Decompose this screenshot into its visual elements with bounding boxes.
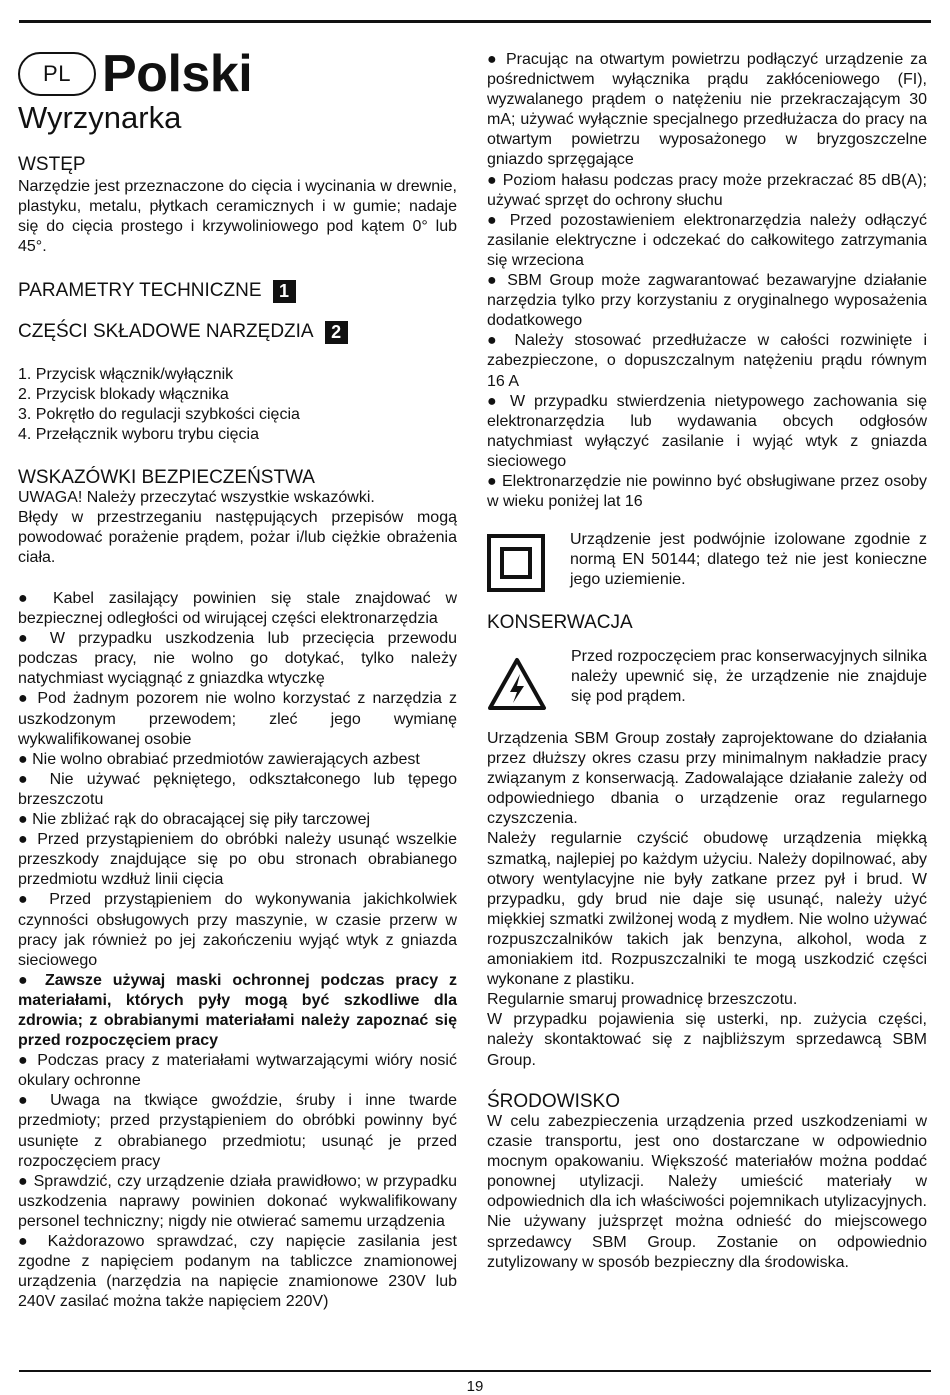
bullet-icon: ● [18,971,35,989]
intro-heading: WSTĘP [18,154,86,175]
figure-2-badge: 2 [325,321,348,344]
parts-label: CZĘŚCI SKŁADOWE NARZĘDZIA [18,321,314,342]
safety-bullet: ● SBM Group może zagwarantować bezawaryjne działanie narzędzia tylko przy korzystaniu z oryginalnego wyposażenia dodatkowego [487,272,927,330]
page-number: 19 [466,1378,484,1395]
environment-heading: ŚRODOWISKO [487,1091,621,1112]
double-insulation-text: Urządzenie jest podwójnie izolowane zgodnie z normą EN 50144; dlatego też nie jest konieczne jego uziemienie. [570,531,927,589]
maintenance-paragraph: W przypadku pojawienia się usterki, np. zużycia części, należy skontaktować się z najbliższym sprzedawcą SBM Group. [487,1011,927,1069]
document-title: Wyrzynarka [18,100,182,135]
safety-bullet: ● Nie wolno obrabiać przedmiotów zawierających azbest [18,750,420,768]
tech-params-label: PARAMETRY TECHNICZNE [18,280,262,301]
safety-bullet: ● Przed pozostawieniem elektronarzędzia należy odłączyć zasilanie elektryczne i odczekać do całkowitego zatrzymania się wrzeciona [487,211,928,269]
bullet-icon: ● [487,472,498,490]
bullet-icon: ● [18,811,28,829]
bullet-icon: ● [18,1172,29,1190]
safety-bullet: ● Każdorazowo sprawdzać, czy napięcie zasilania jest zgodne z napięciem podanym na tabliczce znamionowej urządzenia (narzędzia na napięcie znamionowe 230V lub 240V zasilać można także napięciem 220V) [18,1233,457,1311]
environment-text: W celu zabezpieczenia urządzenia przed uszkodzeniami w czasie transportu, jest ono dostarczane w odpowiednio mocnym opakowaniu. Większość materiałów można poddać ponownej utylizacji. Należy umieścić materiały w odpowiednich dla ich właściwości pojemnikach utylizacyjnych. Nie używany jużsprzęt można odnieść do miejscowego sprzedawcy SBM Group. Zostanie on odpowiednio zutylizowany w sposób bezpieczny dla środowiska. [487,1113,927,1271]
bullet-icon: ● [18,1052,31,1070]
parts-list-item: 4. Przełącznik wyboru trybu cięcia [18,426,259,444]
safety-bullet: ● W przypadku stwierdzenia nietypowego zachowania się elektronarzędzia lub wydawania obcych odgłosów natychmiast wyłączyć zasilanie i wyjąć wtyk z gniazda sieciowego [487,392,927,470]
safety-warning: UWAGA! Należy przeczytać wszystkie wskazówki. [18,489,375,506]
parts-list-item: 1. Przycisk włącznik/wyłącznik [18,366,234,383]
bullet-icon: ● [18,770,37,788]
bullet-icon: ● [18,831,31,849]
safety-bullet: ● Pod żadnym pozorem nie wolno korzystać z narzędzia z uszkodzonym przewodem; zleć jego wymianę wykwalifikowanej osobie [18,690,457,748]
maintenance-heading: KONSERWACJA [487,612,633,633]
bullet-icon: ● [18,630,37,648]
parts-list [18,365,457,445]
safety-bullet: ● Poziom hałasu podczas pracy może przekraczać 85 dB(A); używać sprzęt do ochrony słuchu [487,171,927,209]
safety-bullet: ● Elektronarzędzie nie powinno być obsługiwane przez osoby w wieku poniżej lat 16 [487,472,927,511]
safety-bullet: ● Przed przystąpieniem do obróbki należy usunąć wszelkie przeszkody znajdujące się po obu stronach obrabianego przedmiotu wzdłuż linii cięcia [18,831,457,889]
double-insulation-icon [487,534,545,592]
maintenance-paragraph: Urządzenia SBM Group zostały zaprojektowane do działania przez dłuższy okres czasu przy minimalnym nakładzie pracy związanym z konserwacją. Zadowalające działanie zależy od odpowiedniego dbania o urządzenie oraz regularnego czyszczenia. [487,730,927,828]
figure-1-badge: 1 [273,280,296,303]
parts-list-item: 2. Przycisk blokady włącznika [18,386,229,404]
safety-bullet: ● Przed przystąpieniem do wykonywania jakichkolwiek czynności obsługowych przy maszynie, w czasie przerw w pracy jak również po jej zakończeniu wyjąć wtyk z gniazda sieciowego [18,891,457,969]
bullet-icon: ● [487,332,504,350]
bullet-icon: ● [18,690,31,708]
safety-bullet: ● Kabel zasilający powinien się stale znajdować w bezpiecznej odległości od wirującej części elektronarzędzia [18,590,458,628]
safety-bullet: ● Sprawdzić, czy urządzenie działa prawidłowo; w przypadku uszkodzenia naprawy powinien dokonać wykwalifikowany personel techniczny; nigdy nie otwierać samemu urządzenia [18,1172,457,1230]
double-insulation-notice [487,530,927,592]
safety-bullet: ● Pracując na otwartym powietrzu podłączyć urządzenie za pośrednictwem wyłącznika prądu zakłóceniowego (FI), wyzwalanego prądem o natężeniu nie przekraczającym 30 mA; używać wyłącznie specjalnego przedłużacza do pracy na otwartym powietrzu wyposażonego w bryzgoszczelne gniazdo sprzęgające [487,51,928,169]
bullet-icon: ● [487,51,500,68]
bullet-icon: ● [18,891,37,909]
safety-bullet: ● Uwaga na tkwiące gwoździe, śruby i inne twarde przedmioty; przed przystąpieniem do obróbki powinny być usunięte z obrabianego przedmiotu; usunąć je przed rozpoczęciem pracy [18,1092,458,1170]
intro-text: Narzędzie jest przeznaczone do cięcia i wycinania w drewnie, plastyku, metalu, płytkach ceramicznych i w gumie; nadaje się do cięcia prostego i krzywoliniowego pod kątem 0° lub 45°. [18,178,457,256]
safety-bullet: ● W przypadku uszkodzenia lub przecięcia przewodu podczas pracy, nie wolno go dotykać, tylko należy natychmiast wyciągnąć z gniazdka wtyczkę [18,630,457,688]
bullet-icon: ● [18,1092,37,1110]
bullet-icon: ● [18,750,28,768]
safety-bullet: ● Nie używać pękniętego, odkształconego lub tępego brzeszczotu [18,770,457,808]
electric-hazard-icon [487,657,547,711]
top-rule [19,20,931,23]
safety-heading: WSKAZÓWKI BEZPIECZEŃSTWA [18,467,315,488]
bullet-icon: ● [487,272,500,290]
language-title: Polski [102,45,253,103]
bottom-rule [19,1370,931,1372]
bullet-icon: ● [18,590,39,607]
maintenance-paragraph: Należy regularnie czyścić obudowę urządzenia miękką szmatką, najlepiej po każdym użyciu. Należy dopilnować, aby otwory wentylacyjne nie były zatkane przez pył i brud. W przypadku, gdy brud nie daje się usunąć, należy użyć miękkiej szmatki zwilżonej wodą z mydłem. Nie wolno używać rozpuszczalników takich jak benzyna, alkohol, woda z amoniakiem itd. Rozpuszczalniki te mogą uszkodzić części wykonane z plastiku. [487,830,927,989]
bullet-icon: ● [487,211,501,229]
safety-bullet: ● Nie zbliżać rąk do obracającej się piły tarczowej [18,811,371,829]
bullet-icon: ● [487,392,502,410]
maintenance-warning-notice [487,647,927,711]
language-header [18,44,252,104]
safety-intro: Błędy w przestrzeganiu następujących przepisów mogą powodować porażenie prądem, pożar i/lub ciężkie obrażenia ciała. [18,509,457,567]
maintenance-body [487,729,927,1071]
safety-bullet: ● Należy stosować przedłużacze w całości rozwinięte i zabezpieczone, o dopuszczalnym natężeniu prądu równym 16 A [487,332,927,390]
maintenance-warning-text: Przed rozpoczęciem prac konserwacyjnych silnika należy upewnić się, że urządzenie nie znajduje się pod prądem. [571,648,927,706]
parts-list-item: 3. Pokrętło do regulacji szybkości cięcia [18,406,300,424]
safety-bullet-list [18,589,457,1312]
safety-bullet-bold: ● Zawsze używaj maski ochronnej podczas pracy z materiałami, których pyły mogą być szkodliwe dla zdrowia; z obrabianymi materiałami należy zapoznać się przed rozpoczęciem pracy [18,971,457,1050]
maintenance-paragraph: Regularnie smaruj prowadnicę brzeszczotu. [487,991,798,1009]
parts-heading [18,320,348,344]
bullet-icon: ● [18,1233,36,1250]
language-code-badge: PL [18,52,96,96]
safety-bullet: ● Podczas pracy z materiałami wytwarzającymi wióry nosić okulary ochronne [18,1052,457,1090]
bullet-icon: ● [487,171,498,189]
tech-params-heading [18,279,296,303]
safety-bullet-list-continued [487,50,927,512]
